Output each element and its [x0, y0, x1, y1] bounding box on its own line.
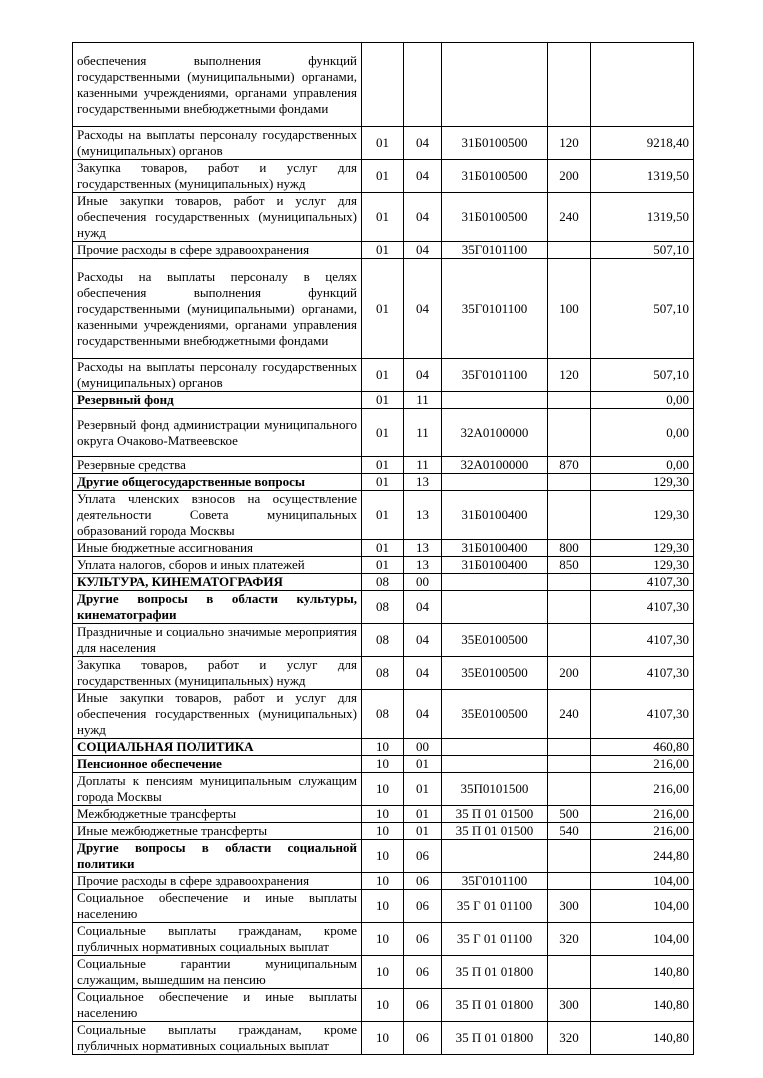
row-expense-type-cell: 120: [548, 127, 591, 160]
row-section-cell: 08: [362, 624, 404, 657]
row-subsection-cell: 06: [404, 840, 442, 873]
row-amount-cell: 216,00: [591, 806, 694, 823]
row-expense-type-cell: 200: [548, 657, 591, 690]
row-name-cell: Социальные гарантии муниципальным служащим, вышедшим на пенсию: [73, 956, 362, 989]
row-section-cell: 10: [362, 756, 404, 773]
row-subsection-cell: 04: [404, 160, 442, 193]
row-subsection-cell: 01: [404, 806, 442, 823]
row-amount-cell: 507,10: [591, 242, 694, 259]
row-section-cell: [362, 43, 404, 127]
row-name-cell: Прочие расходы в сфере здравоохранения: [73, 873, 362, 890]
row-section-cell: 10: [362, 873, 404, 890]
row-expense-type-cell: [548, 409, 591, 457]
row-name-cell: Праздничные и социально значимые мероприятия для населения: [73, 624, 362, 657]
row-expense-type-cell: 100: [548, 259, 591, 359]
row-subsection-cell: 01: [404, 773, 442, 806]
table-row: [73, 657, 694, 690]
table-row: [73, 409, 694, 457]
table-row: [73, 193, 694, 242]
row-section-cell: 10: [362, 739, 404, 756]
row-target-article-cell: 31Б0100500: [442, 193, 548, 242]
row-target-article-cell: 31Б0100500: [442, 160, 548, 193]
row-target-article-cell: 31Б0100400: [442, 491, 548, 540]
row-subsection-cell: 04: [404, 624, 442, 657]
row-subsection-cell: 01: [404, 756, 442, 773]
row-section-cell: 10: [362, 890, 404, 923]
row-target-article-cell: [442, 43, 548, 127]
table-row: [73, 127, 694, 160]
row-section-cell: 10: [362, 806, 404, 823]
row-subsection-cell: 04: [404, 690, 442, 739]
table-row: [73, 392, 694, 409]
row-subsection-cell: 00: [404, 739, 442, 756]
row-section-cell: 01: [362, 259, 404, 359]
row-target-article-cell: [442, 392, 548, 409]
row-name-cell: Иные межбюджетные трансферты: [73, 823, 362, 840]
row-subsection-cell: 11: [404, 409, 442, 457]
row-amount-cell: 1319,50: [591, 193, 694, 242]
row-target-article-cell: 35 П 01 01500: [442, 806, 548, 823]
row-amount-cell: 0,00: [591, 392, 694, 409]
table-row: [73, 690, 694, 739]
row-name-cell: Резервный фонд администрации муниципального округа Очаково-Матвеевское: [73, 409, 362, 457]
row-expense-type-cell: 240: [548, 193, 591, 242]
row-target-article-cell: 35Г0101100: [442, 242, 548, 259]
row-section-cell: 10: [362, 840, 404, 873]
row-section-cell: 08: [362, 690, 404, 739]
row-section-cell: 08: [362, 591, 404, 624]
table-row: [73, 873, 694, 890]
row-name-cell: Резервные средства: [73, 457, 362, 474]
row-target-article-cell: 35П0101500: [442, 773, 548, 806]
row-section-cell: 01: [362, 474, 404, 491]
row-name-cell: Другие вопросы в области культуры, кинематографии: [73, 591, 362, 624]
row-name-cell: Закупка товаров, работ и услуг для государственных (муниципальных) нужд: [73, 160, 362, 193]
row-amount-cell: 104,00: [591, 923, 694, 956]
row-name-cell: Расходы на выплаты персоналу государственных (муниципальных) органов: [73, 359, 362, 392]
row-subsection-cell: 06: [404, 989, 442, 1022]
row-target-article-cell: 35Г0101100: [442, 873, 548, 890]
row-expense-type-cell: [548, 624, 591, 657]
row-subsection-cell: 11: [404, 392, 442, 409]
row-name-cell: Другие общегосударственные вопросы: [73, 474, 362, 491]
row-name-cell: Иные закупки товаров, работ и услуг для обеспечения государственных (муниципальных) нужд: [73, 193, 362, 242]
row-target-article-cell: 35 П 01 01800: [442, 989, 548, 1022]
row-subsection-cell: [404, 43, 442, 127]
row-target-article-cell: [442, 474, 548, 491]
row-expense-type-cell: 870: [548, 457, 591, 474]
row-subsection-cell: 04: [404, 193, 442, 242]
row-section-cell: 10: [362, 923, 404, 956]
table-row: [73, 989, 694, 1022]
row-amount-cell: 4107,30: [591, 591, 694, 624]
table-row: [73, 1022, 694, 1055]
row-target-article-cell: 35 Г 01 01100: [442, 890, 548, 923]
row-section-cell: 01: [362, 457, 404, 474]
row-name-cell: Межбюджетные трансферты: [73, 806, 362, 823]
row-section-cell: 01: [362, 392, 404, 409]
row-target-article-cell: 32А0100000: [442, 457, 548, 474]
row-section-cell: 01: [362, 557, 404, 574]
row-expense-type-cell: [548, 474, 591, 491]
row-target-article-cell: [442, 574, 548, 591]
row-expense-type-cell: [548, 43, 591, 127]
table-row: [73, 359, 694, 392]
row-target-article-cell: 35Е0100500: [442, 657, 548, 690]
row-subsection-cell: 04: [404, 242, 442, 259]
row-name-cell: КУЛЬТУРА, КИНЕМАТОГРАФИЯ: [73, 574, 362, 591]
budget-table: [72, 42, 694, 1055]
table-row: [73, 756, 694, 773]
row-target-article-cell: 35Е0100500: [442, 690, 548, 739]
row-subsection-cell: 13: [404, 540, 442, 557]
row-subsection-cell: 06: [404, 1022, 442, 1055]
table-row: [73, 840, 694, 873]
document-page: [72, 42, 693, 1055]
row-amount-cell: 4107,30: [591, 690, 694, 739]
row-subsection-cell: 04: [404, 359, 442, 392]
table-row: [73, 43, 694, 127]
table-row: [73, 540, 694, 557]
row-amount-cell: 507,10: [591, 359, 694, 392]
row-target-article-cell: 31Б0100500: [442, 127, 548, 160]
row-section-cell: 01: [362, 160, 404, 193]
row-section-cell: 01: [362, 409, 404, 457]
row-name-cell: Пенсионное обеспечение: [73, 756, 362, 773]
row-subsection-cell: 04: [404, 657, 442, 690]
row-amount-cell: 216,00: [591, 773, 694, 806]
row-expense-type-cell: [548, 756, 591, 773]
row-amount-cell: 129,30: [591, 557, 694, 574]
row-subsection-cell: 13: [404, 557, 442, 574]
row-subsection-cell: 13: [404, 491, 442, 540]
row-target-article-cell: [442, 756, 548, 773]
budget-table-body: [73, 43, 694, 1055]
row-target-article-cell: 35Е0100500: [442, 624, 548, 657]
row-section-cell: 08: [362, 657, 404, 690]
row-subsection-cell: 04: [404, 127, 442, 160]
row-amount-cell: 0,00: [591, 409, 694, 457]
row-expense-type-cell: 320: [548, 1022, 591, 1055]
row-name-cell: Иные бюджетные ассигнования: [73, 540, 362, 557]
row-target-article-cell: 32А0100000: [442, 409, 548, 457]
row-expense-type-cell: [548, 242, 591, 259]
table-row: [73, 457, 694, 474]
row-expense-type-cell: 200: [548, 160, 591, 193]
row-expense-type-cell: [548, 739, 591, 756]
row-expense-type-cell: 540: [548, 823, 591, 840]
table-row: [73, 557, 694, 574]
row-target-article-cell: 35 Г 01 01100: [442, 923, 548, 956]
row-name-cell: обеспечения выполнения функций государственными (муниципальными) органами, казенными учреждениями, органами управления государственными внебюджетными фондами: [73, 43, 362, 127]
row-section-cell: 10: [362, 773, 404, 806]
row-expense-type-cell: 300: [548, 989, 591, 1022]
row-name-cell: Другие вопросы в области социальной политики: [73, 840, 362, 873]
row-target-article-cell: 31Б0100400: [442, 557, 548, 574]
row-amount-cell: 4107,30: [591, 657, 694, 690]
row-section-cell: 01: [362, 193, 404, 242]
row-target-article-cell: [442, 739, 548, 756]
row-section-cell: 01: [362, 127, 404, 160]
row-expense-type-cell: [548, 392, 591, 409]
row-target-article-cell: 35 П 01 01800: [442, 1022, 548, 1055]
row-amount-cell: 1319,50: [591, 160, 694, 193]
table-row: [73, 259, 694, 359]
row-name-cell: Резервный фонд: [73, 392, 362, 409]
row-section-cell: 08: [362, 574, 404, 591]
row-amount-cell: 244,80: [591, 840, 694, 873]
row-expense-type-cell: [548, 773, 591, 806]
table-row: [73, 160, 694, 193]
table-row: [73, 739, 694, 756]
table-row: [73, 591, 694, 624]
row-subsection-cell: 00: [404, 574, 442, 591]
table-row: [73, 491, 694, 540]
row-amount-cell: 216,00: [591, 823, 694, 840]
table-row: [73, 823, 694, 840]
row-target-article-cell: 35 П 01 01800: [442, 956, 548, 989]
row-section-cell: 10: [362, 1022, 404, 1055]
row-name-cell: Иные закупки товаров, работ и услуг для обеспечения государственных (муниципальных) нужд: [73, 690, 362, 739]
row-section-cell: 10: [362, 956, 404, 989]
row-target-article-cell: 35Г0101100: [442, 359, 548, 392]
row-amount-cell: [591, 43, 694, 127]
row-section-cell: 01: [362, 242, 404, 259]
row-expense-type-cell: [548, 574, 591, 591]
table-row: [73, 242, 694, 259]
row-expense-type-cell: [548, 591, 591, 624]
row-expense-type-cell: [548, 873, 591, 890]
row-name-cell: Уплата налогов, сборов и иных платежей: [73, 557, 362, 574]
row-subsection-cell: 04: [404, 259, 442, 359]
table-row: [73, 474, 694, 491]
row-amount-cell: 4107,30: [591, 624, 694, 657]
row-name-cell: Социальное обеспечение и иные выплаты населению: [73, 989, 362, 1022]
table-row: [73, 624, 694, 657]
row-amount-cell: 140,80: [591, 989, 694, 1022]
table-row: [73, 806, 694, 823]
row-subsection-cell: 11: [404, 457, 442, 474]
row-subsection-cell: 04: [404, 591, 442, 624]
row-amount-cell: 140,80: [591, 956, 694, 989]
row-amount-cell: 140,80: [591, 1022, 694, 1055]
row-amount-cell: 104,00: [591, 890, 694, 923]
row-expense-type-cell: [548, 840, 591, 873]
table-row: [73, 773, 694, 806]
row-subsection-cell: 06: [404, 873, 442, 890]
row-subsection-cell: 13: [404, 474, 442, 491]
row-expense-type-cell: 800: [548, 540, 591, 557]
row-name-cell: Уплата членских взносов на осуществление деятельности Совета муниципальных образований города Москвы: [73, 491, 362, 540]
row-amount-cell: 460,80: [591, 739, 694, 756]
row-section-cell: 10: [362, 823, 404, 840]
row-amount-cell: 129,30: [591, 474, 694, 491]
row-name-cell: Расходы на выплаты персоналу в целях обеспечения выполнения функций государственными (муниципальными) органами, казенными учреждениями, органами управления государственными внебюджетными фондами: [73, 259, 362, 359]
row-name-cell: Доплаты к пенсиям муниципальным служащим города Москвы: [73, 773, 362, 806]
row-target-article-cell: 35Г0101100: [442, 259, 548, 359]
row-amount-cell: 507,10: [591, 259, 694, 359]
row-expense-type-cell: 240: [548, 690, 591, 739]
row-section-cell: 01: [362, 540, 404, 557]
table-row: [73, 890, 694, 923]
row-name-cell: Социальные выплаты гражданам, кроме публичных нормативных социальных выплат: [73, 923, 362, 956]
row-expense-type-cell: 500: [548, 806, 591, 823]
row-name-cell: Расходы на выплаты персоналу государственных (муниципальных) органов: [73, 127, 362, 160]
row-expense-type-cell: 300: [548, 890, 591, 923]
row-target-article-cell: 31Б0100400: [442, 540, 548, 557]
row-target-article-cell: [442, 591, 548, 624]
row-subsection-cell: 06: [404, 923, 442, 956]
row-subsection-cell: 01: [404, 823, 442, 840]
table-row: [73, 574, 694, 591]
row-subsection-cell: 06: [404, 890, 442, 923]
row-amount-cell: 0,00: [591, 457, 694, 474]
row-amount-cell: 216,00: [591, 756, 694, 773]
row-section-cell: 01: [362, 491, 404, 540]
row-name-cell: Социальное обеспечение и иные выплаты населению: [73, 890, 362, 923]
row-expense-type-cell: [548, 491, 591, 540]
row-expense-type-cell: 120: [548, 359, 591, 392]
row-amount-cell: 129,30: [591, 540, 694, 557]
row-name-cell: Прочие расходы в сфере здравоохранения: [73, 242, 362, 259]
row-target-article-cell: 35 П 01 01500: [442, 823, 548, 840]
row-name-cell: СОЦИАЛЬНАЯ ПОЛИТИКА: [73, 739, 362, 756]
row-name-cell: Закупка товаров, работ и услуг для государственных (муниципальных) нужд: [73, 657, 362, 690]
row-name-cell: Социальные выплаты гражданам, кроме публичных нормативных социальных выплат: [73, 1022, 362, 1055]
row-amount-cell: 104,00: [591, 873, 694, 890]
table-row: [73, 923, 694, 956]
row-section-cell: 01: [362, 359, 404, 392]
row-amount-cell: 4107,30: [591, 574, 694, 591]
table-row: [73, 956, 694, 989]
row-amount-cell: 9218,40: [591, 127, 694, 160]
row-expense-type-cell: [548, 956, 591, 989]
row-expense-type-cell: 850: [548, 557, 591, 574]
row-section-cell: 10: [362, 989, 404, 1022]
row-amount-cell: 129,30: [591, 491, 694, 540]
row-target-article-cell: [442, 840, 548, 873]
row-subsection-cell: 06: [404, 956, 442, 989]
row-expense-type-cell: 320: [548, 923, 591, 956]
